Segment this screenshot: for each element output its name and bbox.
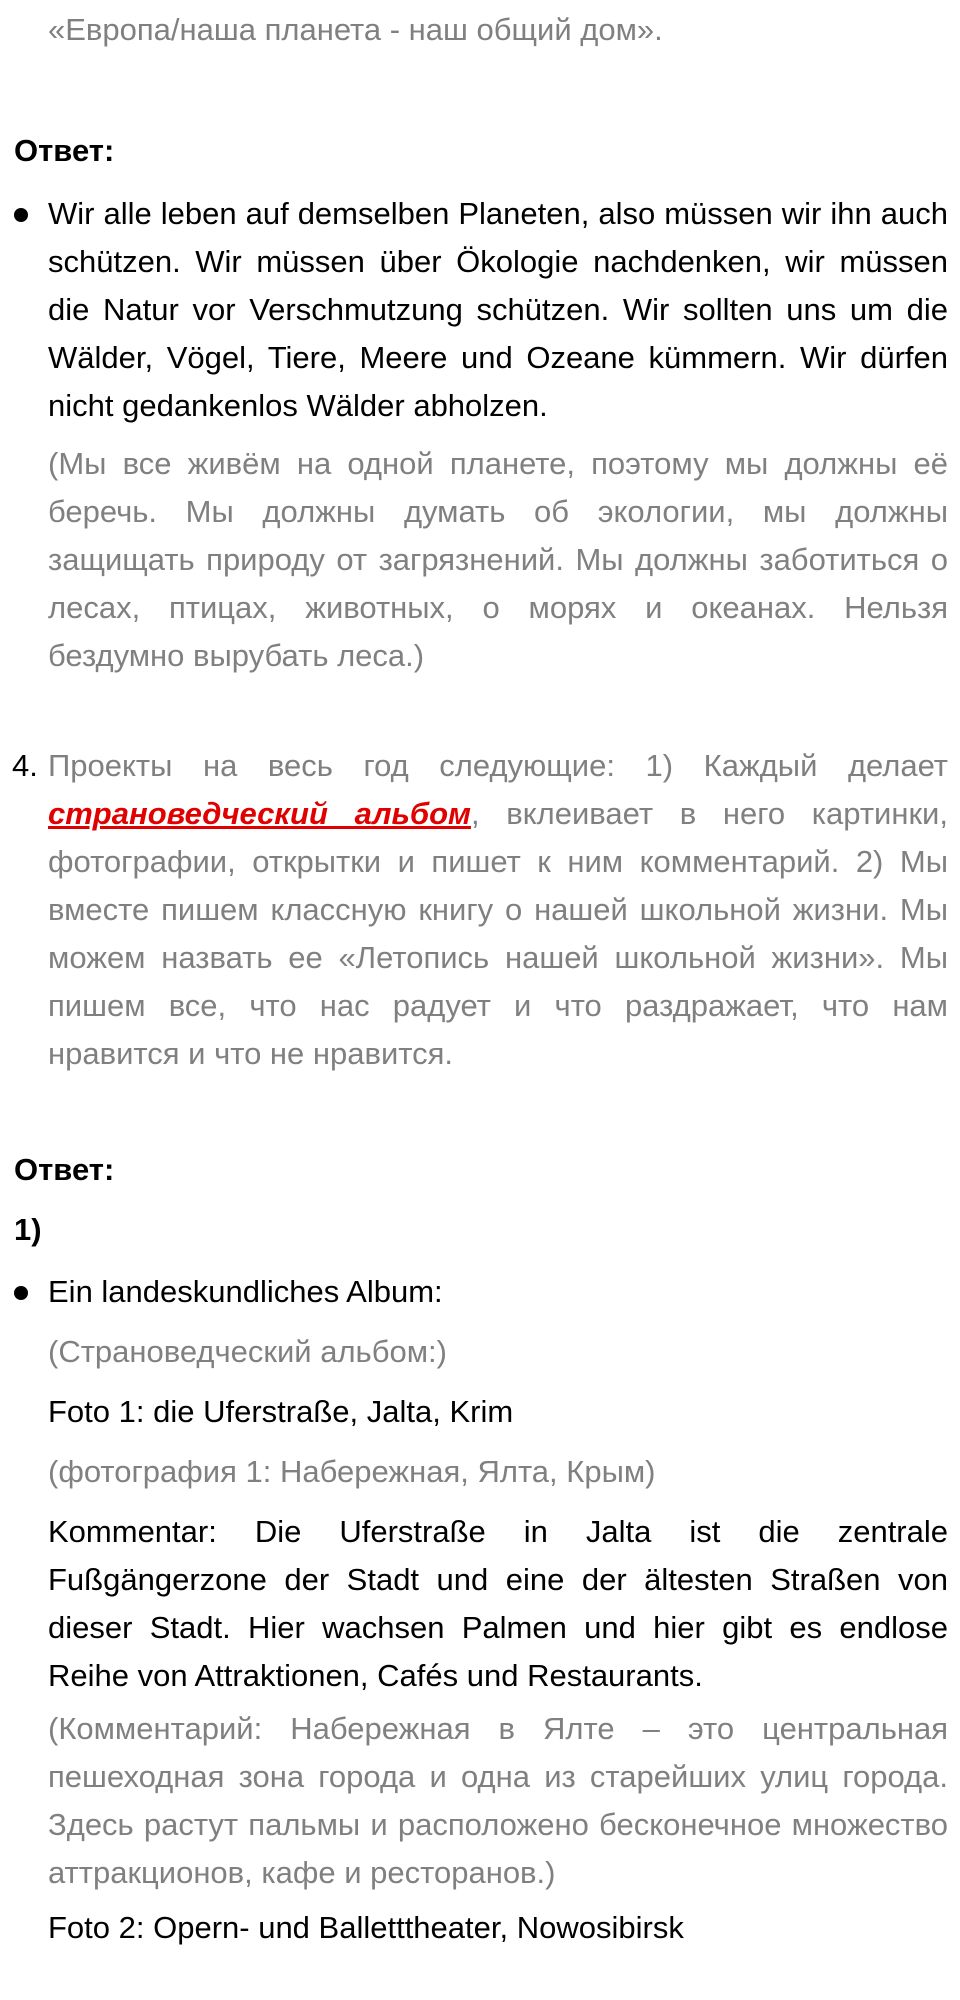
answer-subnumber: 1) (14, 1212, 42, 1247)
answer1-russian-translation: (Мы все живём на одной планете, поэтому мы должны её беречь. Мы должны думать об экологии, мы должны защищать природу от загрязнений. Мы должны заботиться о лесах, птицах, животных, о морях и океанах. Нельзя бездумно вырубать леса.) (48, 446, 948, 673)
task4-highlight: страноведческий альбом (48, 796, 471, 831)
task4-paragraph (48, 742, 948, 1078)
comment-russian: (Комментарий: Набережная в Ялте – это центральная пешеходная зона города и одна из старейших улиц города. Здесь растут пальмы и расположено бесконечное множество аттракционов, кафе и ресторанов.) (48, 1711, 948, 1890)
album-title-russian: (Страноведческий альбом:) (48, 1334, 447, 1369)
foto1-russian: (фотография 1: Набережная, Ялта, Крым) (48, 1454, 656, 1489)
intro-line: «Европа/наша планета - наш общий дом». (48, 12, 663, 47)
task4-text-after: , вклеивает в него картинки, фотографии, открытки и пишет к ним комментарий. 2) Мы вместе пишем классную книгу о нашей школьной жизни. Мы можем назвать ее «Летопись нашей школьной жизни». Мы пишем все, что нас радует и что раздражает, что нам нравится и что не нравится. (48, 796, 948, 1071)
answer-heading: Ответ: (14, 133, 115, 168)
answer1-german-paragraph: Wir alle leben auf demselben Planeten, also müssen wir ihn auch schützen. Wir müssen über Ökologie nachdenken, wir müssen die Natur vor Verschmutzung schützen. Wir sollten uns um die Wälder, Vögel, Tiere, Meere und Ozeane kümmern. Wir dürfen nicht gedankenlos Wälder abholzen. (48, 196, 948, 423)
comment-german: Kommentar: Die Uferstraße in Jalta ist die zentrale Fußgängerzone der Stadt und eine der ältesten Straßen von dieser Stadt. Hier wachsen Palmen und hier gibt es endlose Reihe von Attraktionen, Cafés und Restaurants. (48, 1514, 948, 1693)
task4-text-before: Проекты на весь год следующие: 1) Каждый делает (48, 748, 948, 783)
album-title-german: Ein landeskundliches Album: (48, 1274, 443, 1309)
foto1-german: Foto 1: die Uferstraße, Jalta, Krim (48, 1394, 514, 1429)
foto2-german: Foto 2: Opern- und Balletttheater, Nowosibirsk (48, 1910, 684, 1945)
task-number: 4. (12, 748, 38, 783)
answer-heading-2: Ответ: (14, 1152, 115, 1187)
bullet-icon (14, 1286, 28, 1300)
bullet-icon (14, 208, 28, 222)
